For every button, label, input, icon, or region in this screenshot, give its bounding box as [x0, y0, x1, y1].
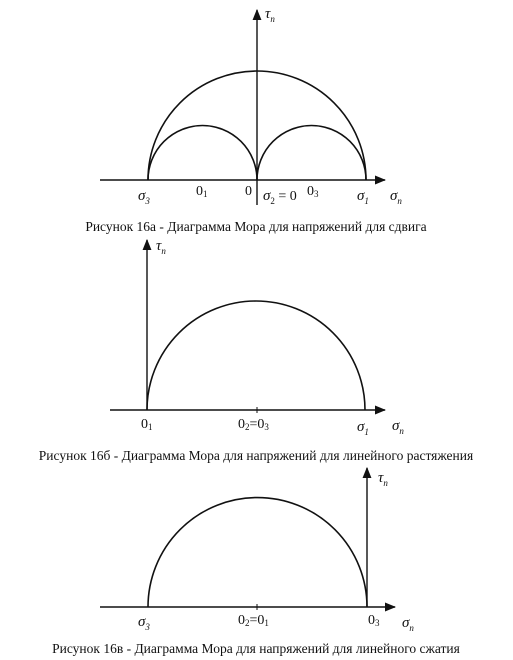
- label-center1: 01: [196, 184, 208, 199]
- mohr-circle: [147, 301, 365, 410]
- label-sigma3: $\sigma_3$: [138, 188, 150, 206]
- mohr-circle-right: [257, 126, 366, 181]
- label-center: 02=03: [238, 417, 269, 432]
- label-origin: 03: [368, 613, 380, 628]
- label-center: 02=01: [238, 613, 269, 628]
- tau-axis-label: $\tau_n$: [378, 470, 388, 488]
- diagram-shear: [85, 6, 426, 234]
- diagram-tension: [39, 238, 473, 463]
- mohr-circle: [148, 498, 367, 607]
- label-sigma3: $\sigma_3$: [138, 614, 150, 632]
- label-sigma1: $\sigma_1$: [357, 419, 369, 437]
- sigma-axis-label: $\sigma_n$: [402, 615, 414, 633]
- label-origin: 0: [245, 184, 252, 199]
- caption-16b: Рисунок 16б - Диаграмма Мора для напряжений для линейного растяжения: [38, 448, 474, 463]
- caption-16a: Рисунок 16а - Диаграмма Мора для напряжений для сдвига: [85, 219, 427, 234]
- caption-16c: Рисунок 16в - Диаграмма Мора для напряжений для линейного сжатия: [52, 641, 460, 656]
- tau-axis-label: $\tau_n$: [156, 238, 166, 256]
- label-origin: 01: [141, 417, 153, 432]
- label-center3: 03: [307, 184, 319, 199]
- sigma-axis-label: $\sigma_n$: [392, 418, 404, 436]
- label-sigma1: $\sigma_1$: [357, 188, 369, 206]
- sigma-axis-label: $\sigma_n$: [390, 188, 402, 206]
- diagram-compression: [52, 468, 460, 656]
- tau-axis-label: $\tau_n$: [265, 6, 275, 24]
- label-sigma2: $\sigma_2 = 0$: [263, 188, 297, 206]
- mohr-circle-left: [148, 126, 257, 181]
